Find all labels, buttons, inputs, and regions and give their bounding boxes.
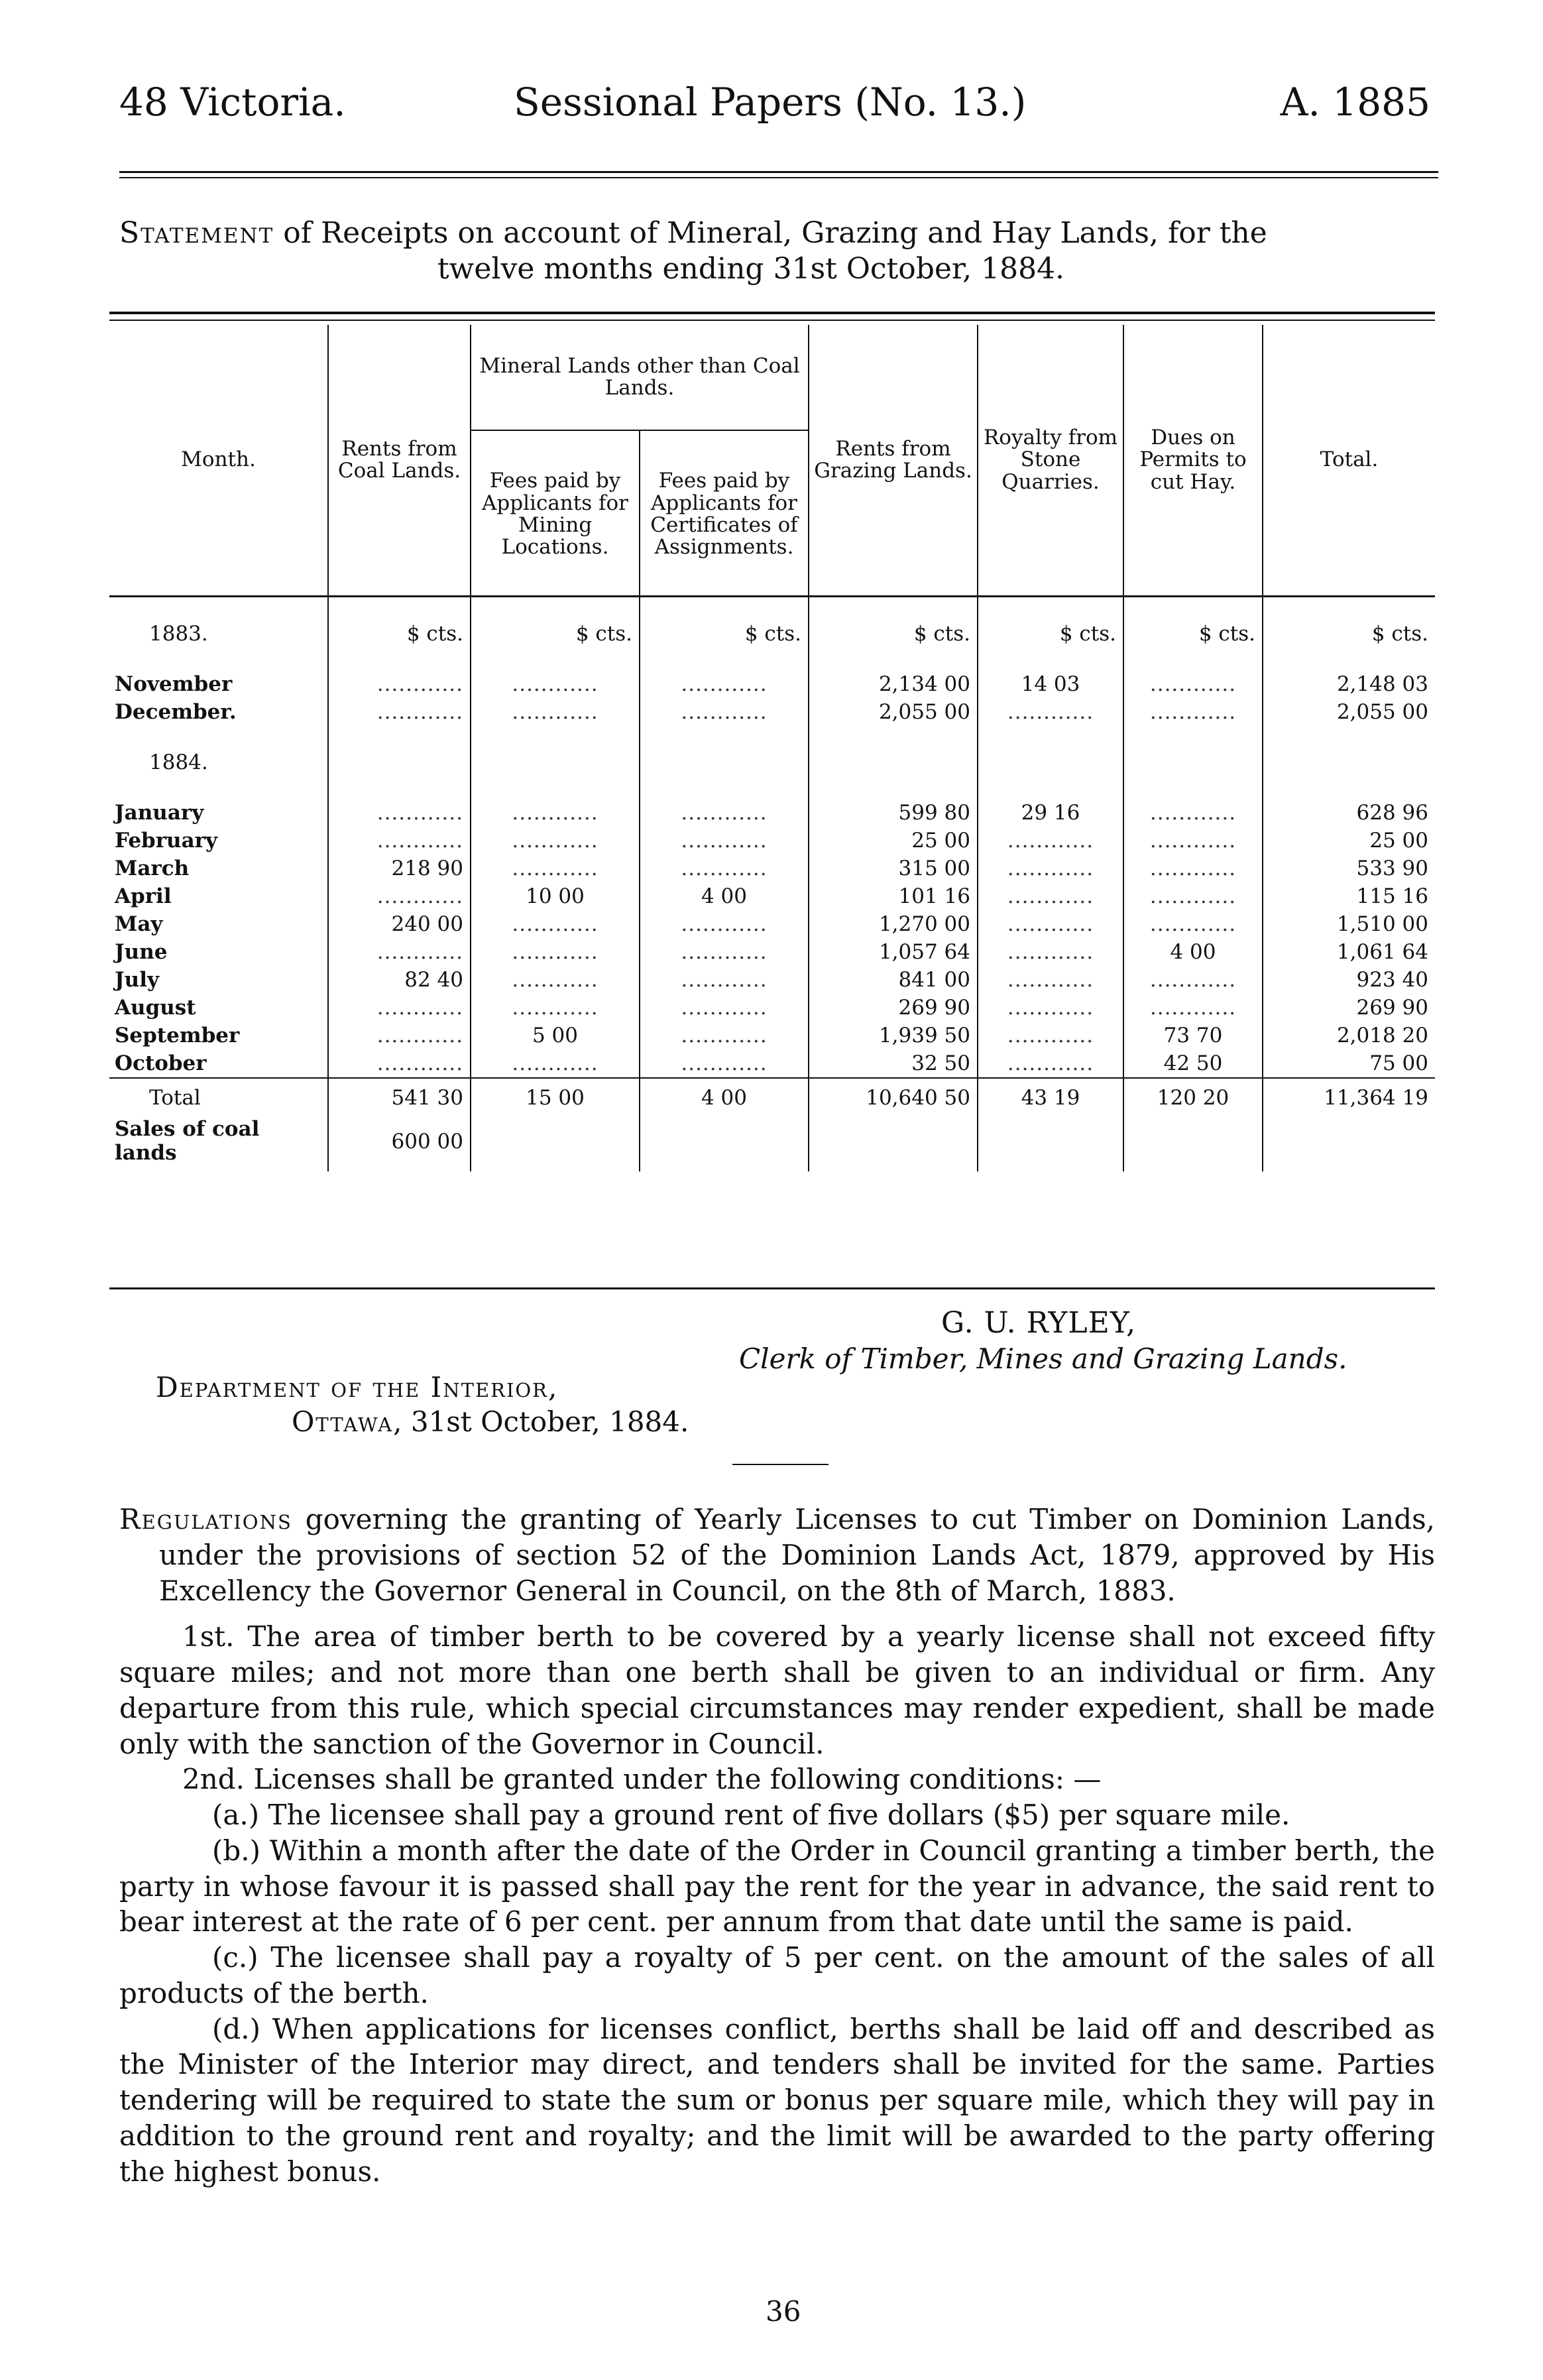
statement-title-rest: of Receipts on account of Mineral, Grazing and Hay Lands, for the <box>274 216 1267 250</box>
cell-total: 923 40 <box>1263 966 1435 994</box>
cell-cert-empty: ............ <box>640 799 809 827</box>
cell-hay-empty: ............ <box>1123 670 1263 698</box>
cell-stone-empty: ............ <box>978 1049 1123 1078</box>
unit-stone: $ cts. <box>978 597 1123 671</box>
cell-total: 533 90 <box>1263 855 1435 882</box>
col-mineral-group: Mineral Lands other than Coal Lands. <box>471 325 809 430</box>
cell-cert-empty: ............ <box>640 994 809 1022</box>
cell-month: December. <box>115 700 237 724</box>
rows-1883 <box>109 670 1435 726</box>
section-divider <box>732 1464 829 1465</box>
cell-month: January <box>115 801 204 825</box>
cell-mining-empty: ............ <box>471 698 640 726</box>
cell-hay-empty: ............ <box>1123 698 1263 726</box>
signatory-title: Clerk of Timber, Mines and Grazing Lands. <box>739 1342 1347 1375</box>
table-row <box>109 994 1435 1022</box>
cell-stone-empty: ............ <box>978 882 1123 910</box>
unit-total: $ cts. <box>1263 597 1435 671</box>
col-total: Total. <box>1263 325 1435 597</box>
cell-stone-empty: ............ <box>978 910 1123 938</box>
regulation-2a: (a.) The licensee shall pay a ground rent of five dollars ($5) per square mile. <box>212 1799 1290 1831</box>
cell-coal-empty: ............ <box>328 799 471 827</box>
cell-grazing: 2,055 00 <box>809 698 978 726</box>
unit-hay: $ cts. <box>1123 597 1263 671</box>
table-row <box>109 827 1435 855</box>
cell-mining-empty: ............ <box>471 855 640 882</box>
col-fees-mining: Fees paid by Applicants for Mining Locations. <box>471 430 640 597</box>
cell-mining-empty: ............ <box>471 799 640 827</box>
cell-coal-empty: ............ <box>328 670 471 698</box>
table-row <box>109 882 1435 910</box>
cell-total: 2,018 20 <box>1263 1022 1435 1049</box>
cell-hay: 42 50 <box>1123 1049 1263 1078</box>
sales-coal: 600 00 <box>328 1112 471 1171</box>
cell-coal: 82 40 <box>328 966 471 994</box>
cell-coal-empty: ............ <box>328 1049 471 1078</box>
cell-hay: 4 00 <box>1123 938 1263 966</box>
table-bottom-rule <box>109 1287 1435 1289</box>
cell-mining-empty: ............ <box>471 827 640 855</box>
statement-title-line2: twelve months ending 31st October, 1884. <box>437 251 1065 286</box>
cell-stone-empty: ............ <box>978 994 1123 1022</box>
cell-stone-empty: ............ <box>978 938 1123 966</box>
cell-total: 1,061 64 <box>1263 938 1435 966</box>
cell-total: 2,148 03 <box>1263 670 1435 698</box>
regulation-1: 1st. The area of timber berth to be covered by a yearly license shall not exceed fifty square miles; and not more than one berth shall be given to an individual or firm. Any departure from this rule, which special circumstances may render expedient, shall be made only with the sanction of the Governor in Council. <box>119 1620 1435 1760</box>
signatory-name: G. U. RYLEY, <box>941 1306 1137 1340</box>
table-row <box>109 698 1435 726</box>
header-series: Sessional Papers (No. 13.) <box>514 80 1027 125</box>
cell-total: 628 96 <box>1263 799 1435 827</box>
cell-month: September <box>115 1024 240 1047</box>
cell-month: July <box>115 968 159 992</box>
department-date: , 31st October, 1884. <box>393 1405 689 1438</box>
cell-coal-empty: ............ <box>328 938 471 966</box>
cell-grazing: 25 00 <box>809 827 978 855</box>
regulation-2: 2nd. Licenses shall be granted under the following conditions: — <box>182 1763 1102 1796</box>
cell-coal: 240 00 <box>328 910 471 938</box>
department-place-date <box>292 1405 689 1438</box>
year-row-1884 <box>109 726 1435 799</box>
unit-cert: $ cts. <box>640 597 809 671</box>
total-cert: 4 00 <box>640 1078 809 1112</box>
cell-grazing: 315 00 <box>809 855 978 882</box>
cell-grazing: 1,939 50 <box>809 1022 978 1049</box>
cell-grazing: 599 80 <box>809 799 978 827</box>
col-month: Month. <box>109 325 328 597</box>
cell-cert-empty: ............ <box>640 910 809 938</box>
cell-total: 269 90 <box>1263 994 1435 1022</box>
table-row <box>109 1022 1435 1049</box>
cell-mining-empty: ............ <box>471 1049 640 1078</box>
cell-cert-empty: ............ <box>640 827 809 855</box>
statement-title <box>119 215 1438 286</box>
total-grazing: 10,640 50 <box>809 1078 978 1112</box>
cell-coal-empty: ............ <box>328 1022 471 1049</box>
cell-total: 1,510 00 <box>1263 910 1435 938</box>
cell-mining: 5 00 <box>471 1022 640 1049</box>
cell-hay: 73 70 <box>1123 1022 1263 1049</box>
cell-hay-empty: ............ <box>1123 994 1263 1022</box>
cell-stone-empty: ............ <box>978 698 1123 726</box>
cell-coal-empty: ............ <box>328 698 471 726</box>
sales-row <box>109 1112 1435 1171</box>
receipts-table <box>109 325 1435 1171</box>
cell-cert: 4 00 <box>640 882 809 910</box>
regulations-lead: Regulations <box>119 1503 292 1535</box>
total-total: 11,364 19 <box>1263 1078 1435 1112</box>
table-row <box>109 1049 1435 1078</box>
table-row <box>109 966 1435 994</box>
cell-grazing: 2,134 00 <box>809 670 978 698</box>
cell-mining-empty: ............ <box>471 994 640 1022</box>
cell-stone-empty: ............ <box>978 1022 1123 1049</box>
cell-month: June <box>115 940 168 964</box>
unit-grazing: $ cts. <box>809 597 978 671</box>
table-row <box>109 799 1435 827</box>
total-row <box>109 1078 1435 1112</box>
col-fees-certificates: Fees paid by Applicants for Certificates of Assignments. <box>640 430 809 597</box>
cell-mining-empty: ............ <box>471 966 640 994</box>
table-top-rule-2 <box>109 320 1435 321</box>
regulation-2b: (b.) Within a month after the date of the Order in Council granting a timber berth, the party in whose favour it is passed shall pay the rent for the year in advance, the said rent to bear interest at the rate of 6 per cent. per annum from that date until the same is paid. <box>119 1834 1435 1938</box>
table-row <box>109 938 1435 966</box>
cell-total: 75 00 <box>1263 1049 1435 1078</box>
department-place: Ottawa <box>292 1405 394 1438</box>
units-row <box>109 597 1435 671</box>
cell-cert-empty: ............ <box>640 855 809 882</box>
department-name: Department of the Interior, <box>156 1371 559 1403</box>
unit-coal: $ cts. <box>328 597 471 671</box>
cell-coal-empty: ............ <box>328 994 471 1022</box>
cell-mining-empty: ............ <box>471 670 640 698</box>
cell-total: 25 00 <box>1263 827 1435 855</box>
cell-hay-empty: ............ <box>1123 799 1263 827</box>
statement-title-lead: Statement <box>119 216 274 250</box>
cell-cert-empty: ............ <box>640 698 809 726</box>
cell-grazing: 841 00 <box>809 966 978 994</box>
cell-cert-empty: ............ <box>640 1049 809 1078</box>
cell-cert-empty: ............ <box>640 966 809 994</box>
total-stone: 43 19 <box>978 1078 1123 1112</box>
total-hay: 120 20 <box>1123 1078 1263 1112</box>
cell-coal-empty: ............ <box>328 827 471 855</box>
regulation-2d: (d.) When applications for licenses conflict, berths shall be laid off and described as the Minister of the Interior may direct, and tenders shall be invited for the same. Parties tendering will be required to state the sum or bonus per square mile, which they will pay in addition to the ground rent and royalty; and the limit will be awarded to the party offering the highest bonus. <box>119 2012 1435 2188</box>
sales-label: Sales of coal lands <box>115 1117 260 1165</box>
cell-month: August <box>115 996 196 1020</box>
cell-total: 2,055 00 <box>1263 698 1435 726</box>
cell-hay-empty: ............ <box>1123 827 1263 855</box>
col-royalty-stone: Royalty from Stone Quarries. <box>978 325 1123 597</box>
cell-grazing: 32 50 <box>809 1049 978 1078</box>
cell-coal: 218 90 <box>328 855 471 882</box>
page-number: 36 <box>766 2295 801 2328</box>
cell-total: 115 16 <box>1263 882 1435 910</box>
total-coal: 541 30 <box>328 1078 471 1112</box>
cell-stone: 29 16 <box>978 799 1123 827</box>
table-row <box>109 910 1435 938</box>
cell-stone: 14 03 <box>978 670 1123 698</box>
col-rents-grazing: Rents from Grazing Lands. <box>809 325 978 597</box>
year-1883: 1883. <box>149 622 208 646</box>
cell-stone-empty: ............ <box>978 855 1123 882</box>
cell-mining-empty: ............ <box>471 910 640 938</box>
header-rule <box>119 171 1438 173</box>
cell-grazing: 101 16 <box>809 882 978 910</box>
cell-month: October <box>115 1051 207 1075</box>
total-mining: 15 00 <box>471 1078 640 1112</box>
header-volume: 48 Victoria. <box>119 80 346 125</box>
table-top-rule <box>109 312 1435 314</box>
cell-month: April <box>115 884 172 908</box>
regulations-intro <box>119 1502 1435 1608</box>
cell-month: May <box>115 912 163 936</box>
cell-cert-empty: ............ <box>640 670 809 698</box>
regulations-intro-text: governing the granting of Yearly Licenses to cut Timber on Dominion Lands, under the provisions of section 52 of the Dominion Lands Act, 1879, approved by His Excellency the Governor General in Council, on the 8th of March, 1883. <box>159 1503 1435 1607</box>
table-row <box>109 855 1435 882</box>
col-dues-hay: Dues on Permits to cut Hay. <box>1123 325 1263 597</box>
cell-coal-empty: ............ <box>328 882 471 910</box>
cell-grazing: 1,270 00 <box>809 910 978 938</box>
rows-1884 <box>109 799 1435 1078</box>
cell-mining: 10 00 <box>471 882 640 910</box>
header-year: A. 1885 <box>1280 80 1430 125</box>
cell-grazing: 269 90 <box>809 994 978 1022</box>
regulations-section <box>119 1502 1435 2189</box>
cell-hay-empty: ............ <box>1123 855 1263 882</box>
table-header-row <box>109 325 1435 430</box>
cell-cert-empty: ............ <box>640 938 809 966</box>
cell-stone-empty: ............ <box>978 827 1123 855</box>
header-rule-2 <box>119 177 1438 178</box>
cell-hay-empty: ............ <box>1123 966 1263 994</box>
cell-hay-empty: ............ <box>1123 882 1263 910</box>
cell-grazing: 1,057 64 <box>809 938 978 966</box>
table-row <box>109 670 1435 698</box>
cell-cert-empty: ............ <box>640 1022 809 1049</box>
cell-hay-empty: ............ <box>1123 910 1263 938</box>
cell-mining-empty: ............ <box>471 938 640 966</box>
cell-month: February <box>115 829 218 853</box>
cell-month: March <box>115 857 190 880</box>
cell-stone-empty: ............ <box>978 966 1123 994</box>
year-1884: 1884. <box>149 750 208 774</box>
cell-month: November <box>115 672 233 696</box>
regulation-2c: (c.) The licensee shall pay a royalty of 5 per cent. on the amount of the sales of all products of the berth. <box>119 1941 1435 2009</box>
col-rents-coal: Rents from Coal Lands. <box>328 325 471 597</box>
unit-mining: $ cts. <box>471 597 640 671</box>
total-label: Total <box>109 1078 328 1112</box>
